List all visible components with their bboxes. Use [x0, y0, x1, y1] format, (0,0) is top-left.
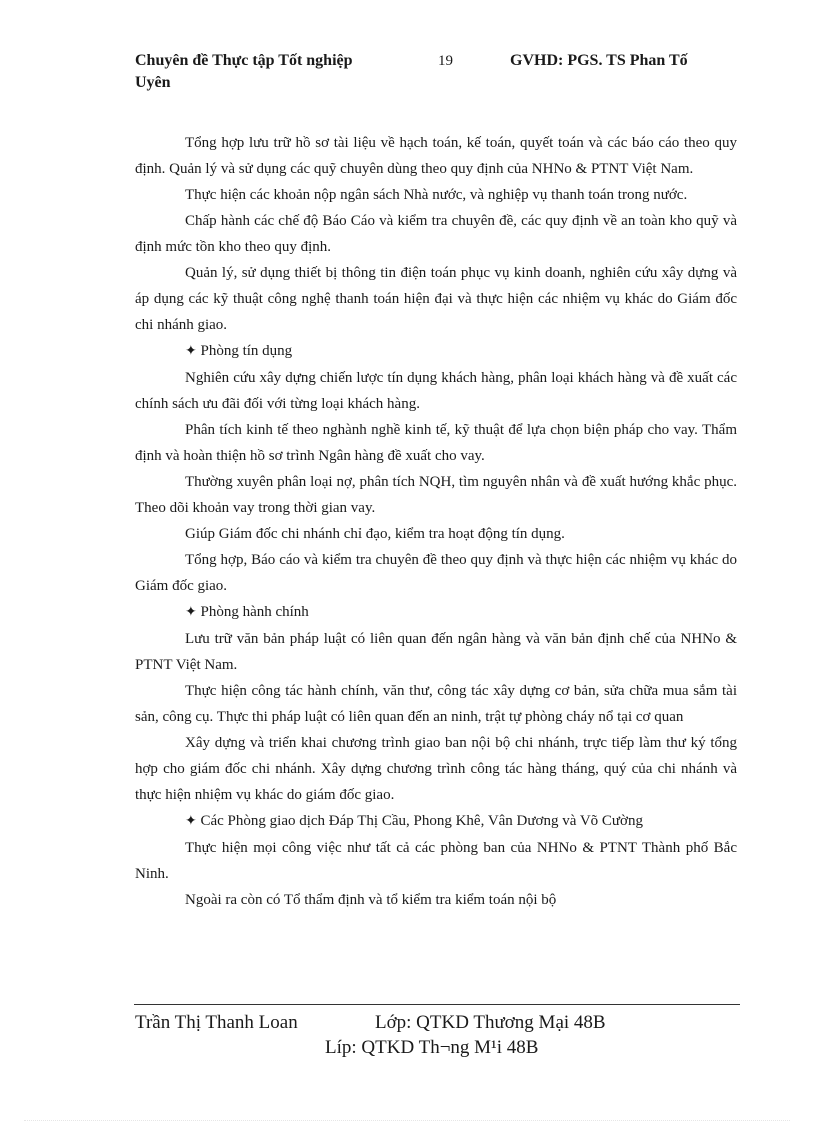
paragraph-text: Chấp hành các chế độ Báo Cáo và kiểm tra chuyên đề, các quy định về an toàn kho quỹ và định mức tồn kho theo quy định. — [135, 213, 737, 255]
header-title-line1: Chuyên đề Thực tập Tốt nghiệp — [135, 52, 353, 69]
document-body — [135, 130, 737, 913]
body-paragraph — [135, 835, 737, 887]
bullet-star-icon: ✦ — [185, 344, 197, 359]
bullet-star-icon: ✦ — [185, 814, 197, 829]
section-heading — [135, 338, 737, 365]
header-title-line2: Uyên — [135, 74, 171, 91]
page-edge — [24, 1120, 790, 1121]
paragraph-text: Phân tích kinh tế theo nghành nghề kinh tế, kỹ thuật để lựa chọn biện pháp cho vay. Thẩm định và hoàn thiện hồ sơ trình Ngân hàng đề xuất cho vay. — [135, 422, 737, 464]
paragraph-text: Giúp Giám đốc chi nhánh chỉ đạo, kiểm tra hoạt động tín dụng. — [185, 526, 565, 542]
footer-divider — [134, 1004, 740, 1005]
section-heading — [135, 808, 737, 835]
paragraph-text: Thực hiện mọi công việc như tất cả các phòng ban của NHNo & PTNT Thành phố Bắc Ninh. — [135, 840, 737, 882]
body-paragraph — [135, 626, 737, 678]
body-paragraph — [135, 521, 737, 547]
paragraph-text: Tổng hợp lưu trữ hồ sơ tài liệu về hạch toán, kế toán, quyết toán và các báo cáo theo quy định. Quản lý và sử dụng các quỹ chuyên dùng theo quy định của NHNo & PTNT Việt Nam. — [135, 135, 737, 177]
body-paragraph — [135, 365, 737, 417]
body-paragraph — [135, 182, 737, 208]
paragraph-text: Ngoài ra còn có Tổ thẩm định và tổ kiểm tra kiểm toán nội bộ — [185, 892, 557, 908]
footer-line — [135, 1011, 606, 1035]
body-paragraph — [135, 130, 737, 182]
paragraph-text: Phòng tín dụng — [200, 343, 293, 359]
body-paragraph — [135, 730, 737, 808]
bullet-star-icon: ✦ — [185, 605, 197, 620]
section-heading — [135, 599, 737, 626]
footer-class-garbled: Líp: QTKD Th¬ng M¹i 48B — [325, 1037, 539, 1058]
paragraph-text: Xây dựng và triển khai chương trình giao ban nội bộ chi nhánh, trực tiếp làm thư ký tổng hợp cho giám đốc chi nhánh. Xây dựng chương trình công tác hàng tháng, quý của chi nhánh và thực hiện nhiệm vụ khác do giám đốc giao. — [135, 735, 737, 803]
footer-author: Trần Thị Thanh Loan — [135, 1012, 298, 1033]
body-paragraph — [135, 887, 737, 913]
paragraph-text: Thường xuyên phân loại nợ, phân tích NQH, tìm nguyên nhân và đề xuất hướng khắc phục. Theo dõi khoản vay trong thời gian vay. — [135, 474, 737, 516]
paragraph-text: Thực hiện các khoản nộp ngân sách Nhà nước, và nghiệp vụ thanh toán trong nước. — [185, 187, 688, 203]
body-paragraph — [135, 208, 737, 260]
body-paragraph — [135, 547, 737, 599]
body-paragraph — [135, 469, 737, 521]
paragraph-text: Phòng hành chính — [200, 604, 309, 620]
body-paragraph — [135, 417, 737, 469]
page-number: 19 — [438, 53, 453, 69]
footer-class: Lớp: QTKD Thương Mại 48B — [375, 1012, 606, 1033]
header-title — [135, 50, 435, 94]
paragraph-text: Thực hiện công tác hành chính, văn thư, công tác xây dựng cơ bản, sửa chữa mua sắm tài sản, công cụ. Thực thi pháp luật có liên quan đến an ninh, trật tự phòng cháy nổ tại cơ quan — [135, 683, 737, 725]
paragraph-text: Nghiên cứu xây dựng chiến lược tín dụng khách hàng, phân loại khách hàng và đề xuất các chính sách ưu đãi đối với từng loại khách hàng. — [135, 370, 737, 412]
paragraph-text: Các Phòng giao dịch Đáp Thị Cầu, Phong Khê, Vân Dương và Võ Cường — [200, 813, 643, 829]
paragraph-text: Quản lý, sử dụng thiết bị thông tin điện toán phục vụ kinh doanh, nghiên cứu xây dựng và áp dụng các kỹ thuật công nghệ thanh toán hiện đại và thực hiện các nhiệm vụ khác do Giám đốc chi nhánh giao. — [135, 265, 737, 333]
paragraph-text: Lưu trữ văn bản pháp luật có liên quan đến ngân hàng và văn bản định chế của NHNo & PTNT Việt Nam. — [135, 631, 737, 673]
body-paragraph — [135, 678, 737, 730]
header-advisor: GVHD: PGS. TS Phan Tố — [510, 52, 688, 69]
body-paragraph — [135, 260, 737, 338]
paragraph-text: Tổng hợp, Báo cáo và kiểm tra chuyên đề theo quy định và thực hiện các nhiệm vụ khác do Giám đốc giao. — [135, 552, 737, 594]
